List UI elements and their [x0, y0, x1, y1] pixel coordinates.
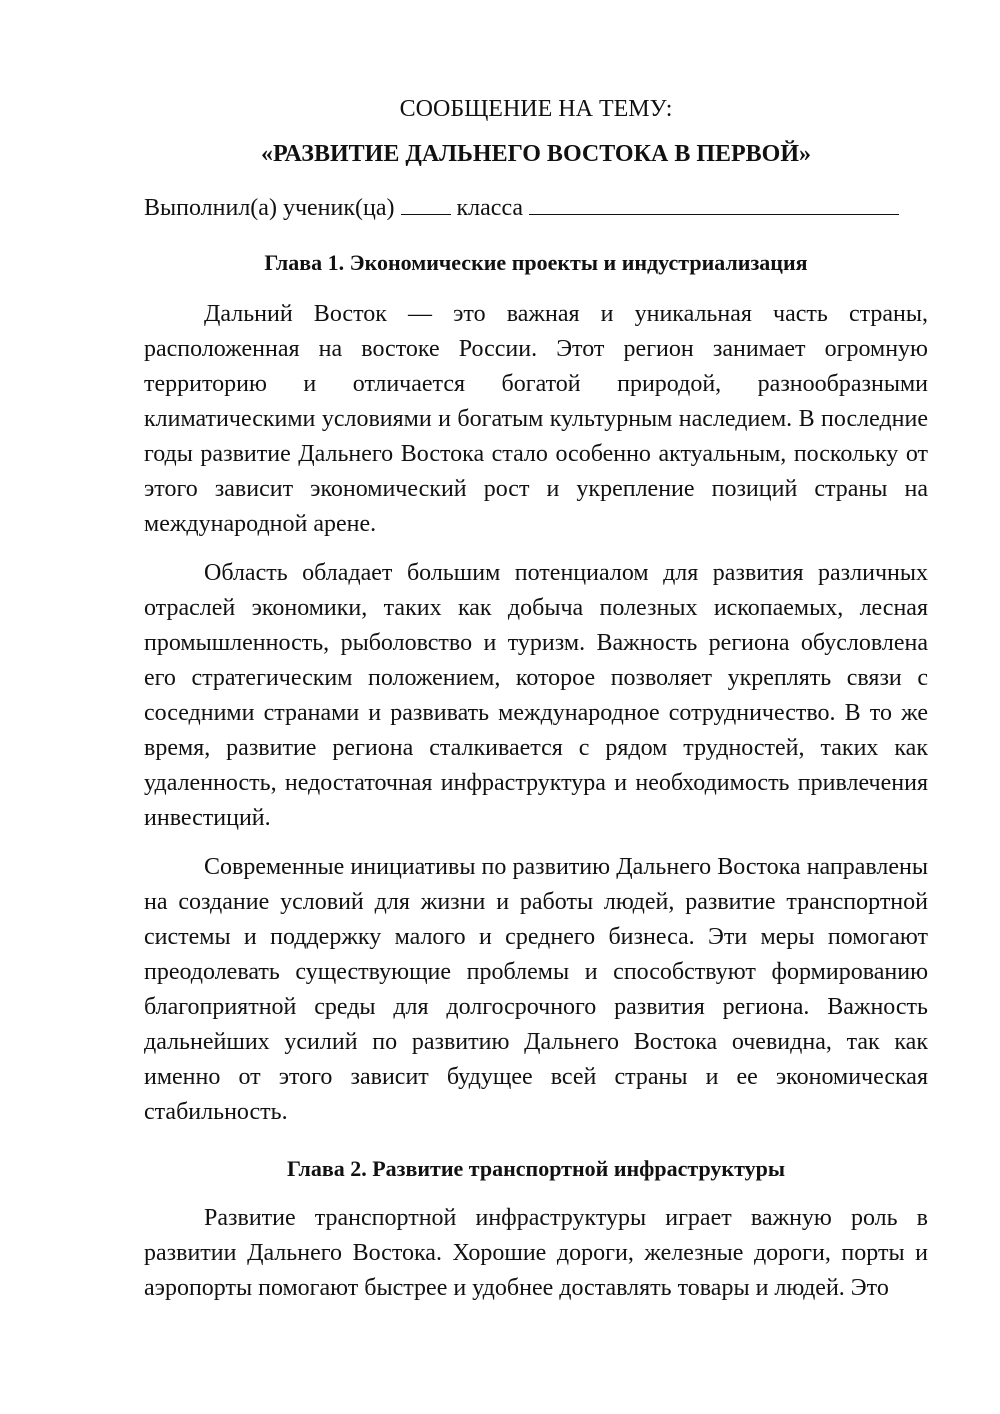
chapter-2-paragraph: Развитие транспортной инфраструктуры играет важную роль в развитии Дальнего Востока. Хорошие дороги, железные дороги, порты и аэропорты помогают быстрее и удобнее доставлять товары и людей. Это [144, 1205, 928, 1301]
document-body [144, 92, 928, 1320]
chapter-1-paragraph: Дальний Восток — это важная и уникальная часть страны, расположенная на востоке России. Этот регион занимает огромную территорию и отличается богатой природой, разнообразными климатическими условиями и богатым культурным наследием. В последние годы развитие Дальнего Востока стало особенно актуальным, поскольку от этого зависит экономический рост и укрепление позиций страны на международной арене. [144, 301, 928, 537]
document-title: СООБЩЕНИЕ НА ТЕМУ: [399, 96, 673, 122]
document-subtitle: «РАЗВИТИЕ ДАЛЬНЕГО ВОСТОКА В ПЕРВОЙ» [260, 141, 812, 167]
author-label: Выполнил(а) ученик(ца) [144, 195, 395, 221]
chapter-1-paragraph: Область обладает большим потенциалом для развития различных отраслей экономики, таких как добыча полезных ископаемых, лесная промышленность, рыболовство и туризм. Важность региона обусловлена его стратегическим положением, которое позволяет укреплять связи с соседними странами и развивать международное сотрудничество. В то же время, развитие региона сталкивается с рядом трудностей, таких как удаленность, недостаточная инфраструктура и необходимость привлечения инвестиций. [144, 560, 928, 831]
name-blank [529, 192, 899, 215]
author-line [144, 191, 928, 226]
chapter-1-paragraph: Современные инициативы по развитию Дальнего Востока направлены на создание условий для жизни и работы людей, развитие транспортной системы и поддержку малого и среднего бизнеса. Эти меры помогают преодолевать существующие проблемы и способствуют формированию благоприятной среды для долгосрочного развития региона. Важность дальнейших усилий по развитию Дальнего Востока очевидна, так как именно от этого зависит будущее всей страны и ее экономическая стабильность. [144, 854, 928, 1125]
grade-blank [401, 192, 451, 215]
chapter-1-heading: Глава 1. Экономические проекты и индустриализация [264, 250, 808, 275]
chapter-2-heading: Глава 2. Развитие транспортной инфраструктуры [286, 1156, 786, 1181]
class-label: класса [456, 195, 524, 221]
